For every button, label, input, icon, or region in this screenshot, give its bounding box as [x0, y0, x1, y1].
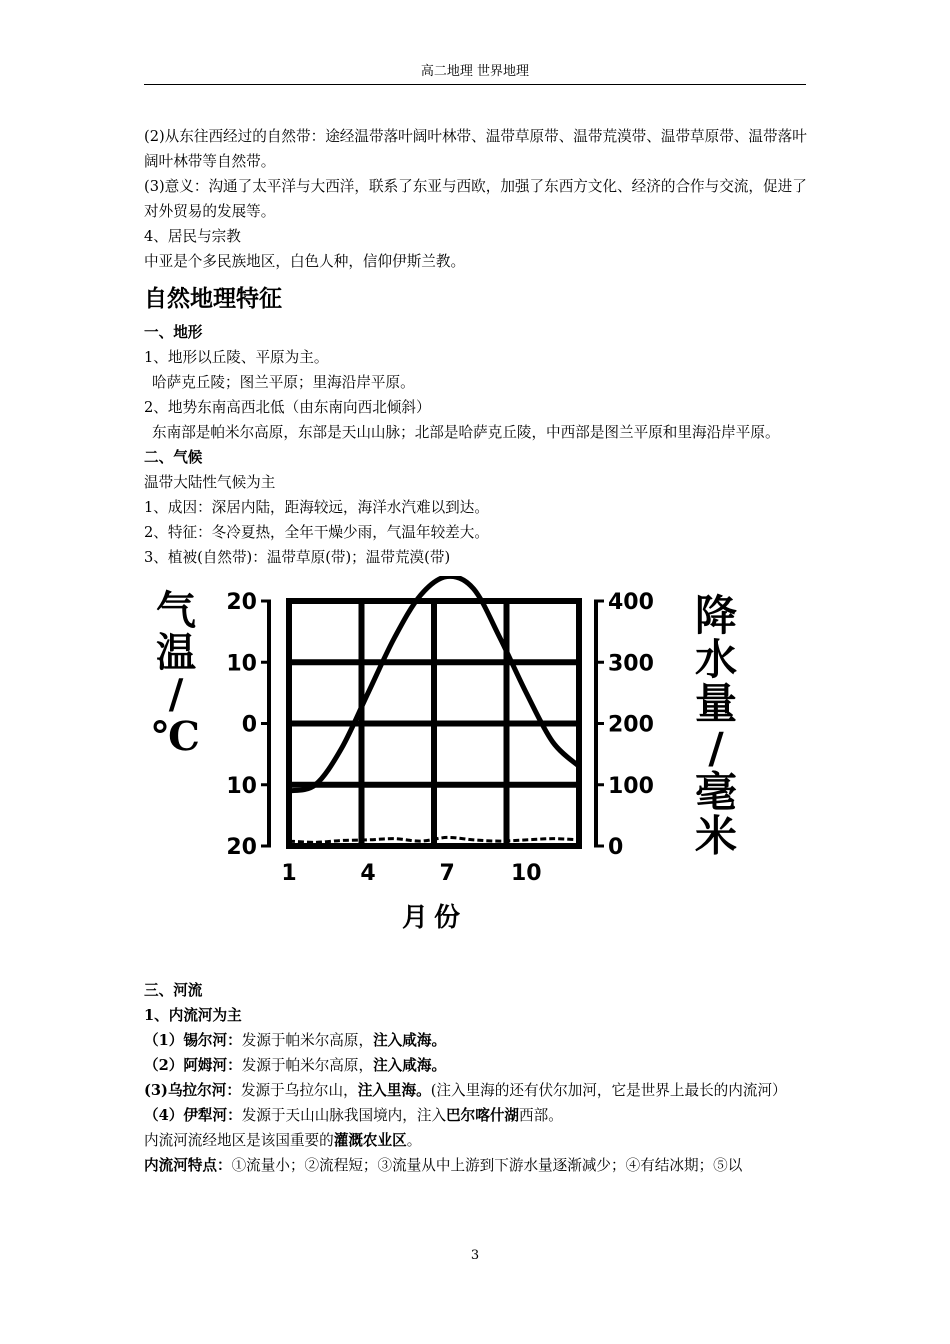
river-ural [144, 1078, 808, 1103]
x-tick-label: 4 [360, 861, 376, 886]
right-axis-title: 毫 [694, 767, 738, 817]
river-mouth: 注入里海。 [357, 1082, 431, 1099]
river-source: 发源于乌拉尔山， [240, 1082, 358, 1099]
inland-river-features [144, 1153, 808, 1178]
features-text: ①流量小；②流程短；③流量从中上游到下游水量逐渐减少；④有结冰期；⑤以 [231, 1157, 743, 1174]
page-content [144, 124, 808, 1178]
right-tick-label: 0 [608, 835, 624, 860]
river-syr-darya [144, 1028, 808, 1053]
right-tick-label: 300 [608, 651, 654, 677]
left-tick-label: 20 [226, 590, 257, 615]
right-axis-title: 量 [694, 679, 738, 729]
terrain-heading: 一、地形 [144, 324, 203, 341]
rivers-heading: 三、河流 [144, 982, 203, 999]
climate-cause: 1、成因：深居内陆，距海较远，海洋水汽难以到达。 [144, 499, 489, 516]
section-title: 自然地理特征 [144, 286, 282, 312]
left-axis-title: 温 [156, 629, 196, 676]
river-lake: 巴尔喀什湖 [446, 1107, 520, 1124]
significance-paragraph: (3)意义：沟通了太平洋与大西洋，联系了东亚与西欧，加强了东西方文化、经济的合作与交流，促进了对外贸易的发展等。 [144, 178, 807, 220]
terrain-item-2: 2、地势东南高西北低（由东南向西北倾斜） [144, 399, 431, 416]
river-mouth: 注入咸海。 [373, 1032, 447, 1049]
terrain-item-2-detail: 东南部是帕米尔高原，东部是天山山脉；北部是哈萨克丘陵，中西部是图兰平原和里海沿岸平原。 [152, 424, 780, 441]
river-ili [144, 1103, 808, 1128]
right-tick-label: 100 [608, 773, 654, 799]
left-axis-title: / [168, 671, 184, 718]
page-number: 3 [470, 1248, 480, 1263]
residents-text: 中亚是个多民族地区，白色人种，信仰伊斯兰教。 [144, 253, 466, 270]
irrigation-emphasis: 灌溉农业区 [333, 1132, 407, 1149]
residents-heading: 4、居民与宗教 [144, 228, 241, 245]
climate-vegetation: 3、植被(自然带)：温带草原(带)；温带荒漠(带) [144, 549, 451, 566]
river-source: 发源于天山山脉我国境内，注入 [241, 1107, 447, 1124]
rivers-subheading: 1、内流河为主 [144, 1007, 242, 1024]
river-amu-darya [144, 1053, 808, 1078]
right-axis-title: 水 [694, 635, 738, 685]
irrigation-paragraph [144, 1128, 808, 1153]
climate-feature: 2、特征：冬冷夏热，全年干燥少雨，气温年较差大。 [144, 524, 489, 541]
river-name: （4）伊犁河： [144, 1107, 242, 1124]
x-tick-label: 10 [510, 861, 542, 886]
irrigation-text: 内流河流经地区是该国重要的 [144, 1132, 334, 1149]
river-name: (3)乌拉尔河： [144, 1082, 241, 1099]
x-tick-label: 7 [439, 861, 455, 886]
left-tick-label: 10 [226, 773, 257, 799]
river-source: 发源于帕米尔高原， [241, 1032, 374, 1049]
irrigation-end: 。 [406, 1132, 422, 1149]
right-tick-label: 400 [608, 590, 654, 615]
page-header: 高二地理 世界地理 [420, 64, 530, 79]
river-name: （2）阿姆河： [144, 1057, 242, 1074]
climate-chart-svg [144, 576, 808, 976]
right-axis-title: 米 [694, 811, 738, 861]
header-rule [144, 84, 806, 85]
river-source: 发源于帕米尔高原， [241, 1057, 374, 1074]
natural-belts-paragraph: (2)从东往西经过的自然带：途经温带落叶阔叶林带、温带草原带、温带荒漠带、温带草原带、温带落叶阔叶林带等自然带。 [144, 128, 807, 170]
x-axis-title: 月份 [401, 903, 467, 933]
climate-type: 温带大陆性气候为主 [144, 474, 276, 491]
terrain-item-1-detail: 哈萨克丘陵；图兰平原；里海沿岸平原。 [152, 374, 415, 391]
right-axis-title: / [708, 723, 724, 773]
x-tick-label: 1 [281, 861, 297, 886]
river-name: （1）锡尔河： [144, 1032, 242, 1049]
terrain-item-1: 1、地形以丘陵、平原为主。 [144, 349, 329, 366]
features-label: 内流河特点： [144, 1157, 232, 1174]
climate-chart [144, 576, 808, 976]
chart-grid [289, 601, 579, 846]
left-axis-title: ℃ [152, 713, 200, 760]
right-tick-label: 200 [608, 712, 654, 738]
river-mouth: 注入咸海。 [373, 1057, 447, 1074]
left-tick-label: 20 [226, 835, 257, 860]
river-note: (注入里海的还有伏尔加河，它是世界上最长的内流河） [430, 1082, 787, 1099]
river-mouth: 西部。 [519, 1107, 563, 1124]
left-tick-label: 10 [226, 651, 257, 677]
left-axis-title: 气 [156, 587, 196, 634]
right-axis-title: 降 [694, 591, 738, 640]
climate-heading: 二、气候 [144, 449, 203, 466]
left-tick-label: 0 [241, 712, 257, 738]
